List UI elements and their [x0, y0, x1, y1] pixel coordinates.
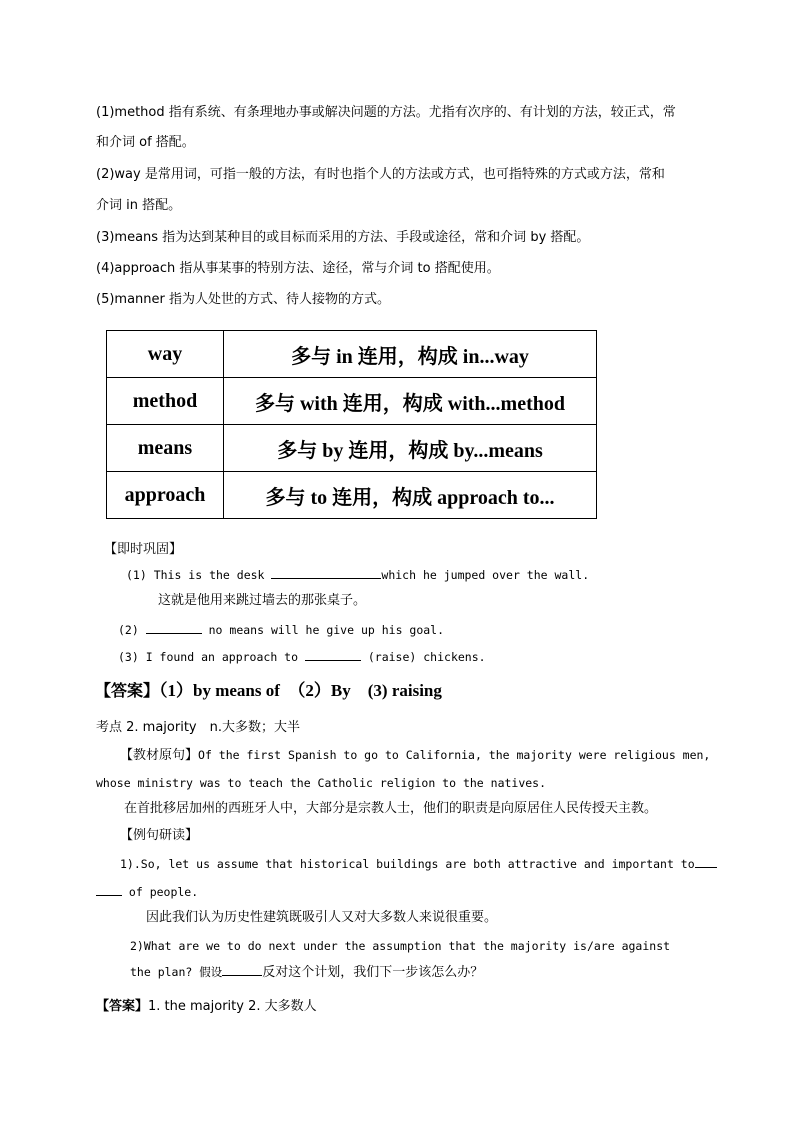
example-1-line2 — [96, 883, 198, 901]
point2-origin-translation: 在首批移居加州的西班牙人中，大部分是宗教人士，他们的职责是向原居住人民传授天主教。 — [124, 801, 658, 816]
origin-label: 【教材原句】 — [120, 748, 199, 763]
note-method-line1: (1)method 指有系统、有条理地办事或解决问题的方法。尤指有次序的、有计划的方法，较正式，常 — [96, 105, 676, 120]
q2-prefix: (2) — [118, 623, 146, 637]
practice-q1-translation: 这就是他用来跳过墙去的那张桌子。 — [158, 593, 367, 608]
practice-q2 — [118, 621, 444, 639]
ex2-en-2b: 反对这个计划，我们下一步该怎么办？ — [262, 965, 484, 980]
q2-blank — [146, 621, 202, 634]
point2-title: 考点 2. majority n.大多数；大半 — [96, 720, 300, 735]
table-row — [107, 425, 597, 472]
q1-blank — [271, 566, 381, 579]
q2-suffix: no means will he give up his goal. — [201, 623, 445, 637]
table-usage: 多与 in 连用，构成 in...way — [224, 331, 597, 378]
example-heading: 【例句研读】 — [120, 828, 199, 843]
q1-prefix: (1) This is the desk — [126, 568, 272, 582]
note-manner: (5)manner 指为人处世的方式、待人接物的方式。 — [96, 292, 390, 307]
ex1-en-1: 1).So, let us assume that historical buildings are both attractive and important to — [120, 857, 695, 871]
answer-1-label: 【答案】 — [95, 681, 160, 700]
answer-2-label: 【答案】 — [96, 999, 149, 1014]
table-word: way — [107, 331, 224, 378]
q3-suffix: (raise) chickens. — [360, 650, 486, 664]
table-row — [107, 472, 597, 519]
practice-heading: 【即时巩固】 — [104, 542, 183, 557]
point2-origin-line2: whose ministry was to teach the Catholic religion to the natives. — [96, 776, 547, 790]
comparison-table — [106, 330, 597, 519]
note-means: (3)means 指为达到某种目的或目标而采用的方法、手段或途径，常和介词 by 搭配。 — [96, 230, 590, 245]
ex1-en-2: of people. — [122, 885, 199, 899]
q1-suffix: which he jumped over the wall. — [381, 568, 590, 582]
table-word: means — [107, 425, 224, 472]
table-row — [107, 378, 597, 425]
example-2-line1: 2)What are we to do next under the assumption that the majority is/are against — [130, 939, 671, 953]
q3-blank — [305, 648, 361, 661]
note-method-line2: 和介词 of 搭配。 — [96, 135, 195, 150]
table-usage: 多与 with 连用，构成 with...method — [224, 378, 597, 425]
note-way-line1: (2)way 是常用词，可指一般的方法，有时也指个人的方法或方式，也可指特殊的方式或方法，常和 — [96, 167, 665, 182]
table-usage: 多与 by 连用，构成 by...means — [224, 425, 597, 472]
ex2-en-2a: the plan? 假设 — [130, 965, 223, 979]
ex2-blank — [222, 963, 262, 976]
ex1-blank-a — [695, 855, 717, 868]
note-way-line2: 介词 in 搭配。 — [96, 198, 182, 213]
origin-en-1: Of the first Spanish to go to California, the majority were religious men, — [198, 748, 711, 762]
answer-2-text: 1. the majority 2. 大多数人 — [148, 999, 317, 1014]
answer-1-text: （1）by means of （2）By (3) raising — [159, 681, 442, 700]
table-row — [107, 331, 597, 378]
q3-prefix: (3) I found an approach to — [118, 650, 305, 664]
table-word: method — [107, 378, 224, 425]
answer-2 — [96, 998, 317, 1016]
example-1-translation: 因此我们认为历史性建筑既吸引人又对大多数人来说很重要。 — [146, 910, 498, 925]
practice-q1 — [126, 566, 589, 584]
answer-1 — [95, 680, 442, 704]
practice-q3 — [118, 648, 486, 666]
table-usage: 多与 to 连用，构成 approach to... — [224, 472, 597, 519]
point2-origin-line1 — [120, 746, 710, 765]
table-word: approach — [107, 472, 224, 519]
example-1-line1 — [120, 855, 717, 873]
note-approach: (4)approach 指从事某事的特别方法、途径，常与介词 to 搭配使用。 — [96, 261, 500, 276]
example-2-line2 — [130, 963, 483, 982]
ex1-blank-b — [96, 883, 122, 896]
